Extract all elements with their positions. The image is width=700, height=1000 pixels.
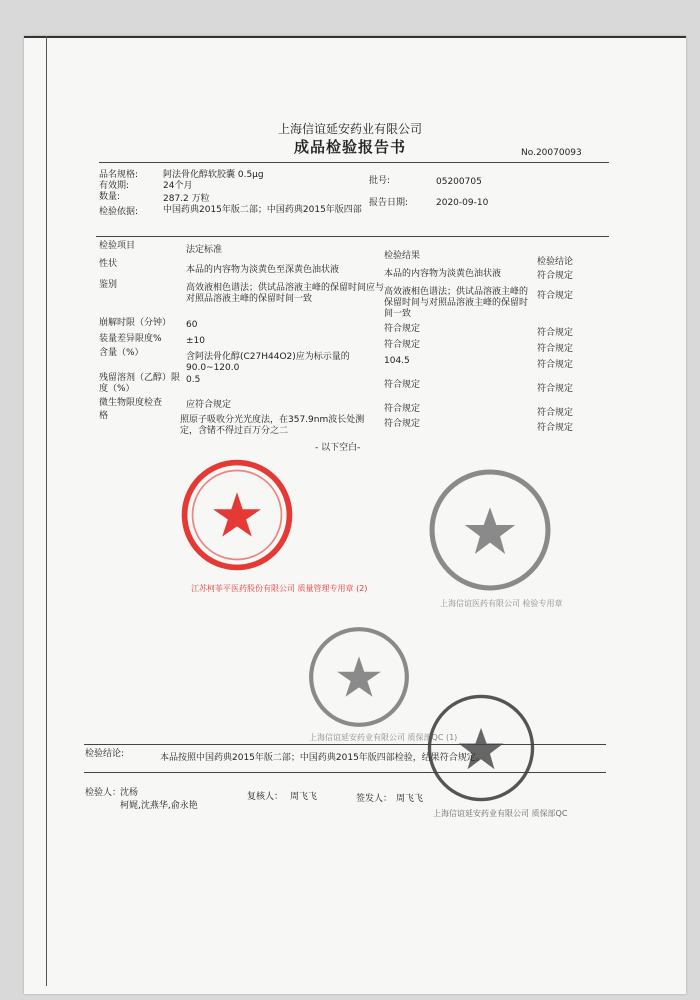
company-name: 上海信谊延安药业有限公司 xyxy=(277,122,422,136)
date-value: 2020-09-10 xyxy=(436,198,489,208)
quantity-value: 287.2 万粒 xyxy=(163,194,210,204)
row-standard: 应符合规定 xyxy=(186,400,232,410)
red-quality-seal xyxy=(180,458,294,572)
row-conclusion: 符合规定 xyxy=(537,423,574,433)
inspector-value: 沈杨 xyxy=(120,788,139,798)
row-conclusion: 符合规定 xyxy=(537,384,574,394)
col-standard-header: 法定标准 xyxy=(186,245,223,255)
signature-divider xyxy=(84,772,606,773)
row-conclusion: 符合规定 xyxy=(537,291,574,301)
top-border xyxy=(24,36,686,38)
row-standard: 照原子吸收分光光度法，在357.9nm波长处测定，含锗不得过百万分之二 xyxy=(180,415,365,436)
issuer-label: 签发人： xyxy=(356,794,393,804)
row-item: 鉴别 xyxy=(99,280,118,290)
quantity-label: 数量: xyxy=(99,192,121,202)
inspector-label: 检验人： xyxy=(85,788,122,798)
row-result: 符合规定 xyxy=(384,419,421,429)
gray-qc-seal-2 xyxy=(425,692,537,804)
header-divider xyxy=(99,162,609,163)
validity-label: 有效期: xyxy=(99,181,130,191)
conclusion-text: 本品按照中国药典2015年版二部；中国药典2015年版四部检验，结果符合规定。 xyxy=(160,753,485,763)
date-label: 报告日期: xyxy=(369,198,409,208)
row-result: 104.5 xyxy=(384,356,410,366)
row-conclusion: 符合规定 xyxy=(537,344,574,354)
report-title: 成品检验报告书 xyxy=(293,138,406,156)
row-standard: ±10 xyxy=(186,336,205,346)
row-standard: 含阿法骨化醇(C27H44O2)应为标示量的90.0~120.0 xyxy=(186,352,350,373)
col-item-header: 检验项目 xyxy=(99,241,136,251)
row-standard: 高效液相色谱法；供试品溶液主峰的保留时间应与对照品溶液主峰的保留时间一致 xyxy=(186,283,385,304)
validity-value: 24个月 xyxy=(163,181,193,191)
col-conclusion-header: 检验结论 xyxy=(537,257,574,267)
batch-label: 批号: xyxy=(369,176,391,186)
row-conclusion: 符合规定 xyxy=(537,408,574,418)
row-conclusion: 符合规定 xyxy=(537,271,574,281)
row-result: 高效液相色谱法；供试品溶液主峰的保留时间与对照品溶液主峰的保留时间一致 xyxy=(384,287,529,319)
inspector-extra: 柯娓,沈燕华,俞永艳 xyxy=(120,801,198,811)
row-conclusion: 符合规定 xyxy=(537,360,574,370)
row-result: 符合规定 xyxy=(384,324,421,334)
gray-seal-2-text: 上海信谊延安药业有限公司 质保部QC (1) xyxy=(309,733,458,742)
gray-inspection-seal xyxy=(427,467,553,593)
reviewer-label: 复核人： xyxy=(247,792,284,802)
row-item: 残留溶剂（乙醇）限度（%） xyxy=(99,373,181,394)
row-item: 崩解时限（分钟） xyxy=(99,318,172,328)
left-border xyxy=(46,36,47,986)
table-top-divider xyxy=(96,236,609,237)
row-standard: 0.5 xyxy=(186,375,201,385)
row-result: 符合规定 xyxy=(384,340,421,350)
gray-seal-1-text: 上海信谊医药有限公司 检验专用章 xyxy=(440,599,563,608)
basis-label: 检验依据: xyxy=(99,207,139,217)
report-number: No.20070093 xyxy=(521,148,582,158)
row-item: 装量差异限度% xyxy=(99,334,162,344)
issuer-value: 周飞飞 xyxy=(396,794,424,804)
red-seal-text: 江苏柯菲平医药股份有限公司 质量管理专用章 (2) xyxy=(191,584,368,593)
name-label: 品名规格: xyxy=(99,170,139,180)
col-result-header: 检验结果 xyxy=(384,251,421,261)
gray-qc-seal-1 xyxy=(307,625,411,729)
basis-value: 中国药典2015年版二部；中国药典2015年版四部 xyxy=(163,205,362,215)
conclusion-label: 检验结论: xyxy=(85,749,125,759)
row-item: 微生物限度检查 xyxy=(99,398,163,408)
batch-value: 05200705 xyxy=(436,177,482,187)
row-item: 含量（%） xyxy=(99,348,144,358)
row-item: 性状 xyxy=(99,259,118,269)
name-value: 阿法骨化醇软胶囊 0.5μg xyxy=(163,170,264,180)
reviewer-value: 周飞飞 xyxy=(290,792,318,802)
row-result: 符合规定 xyxy=(384,380,421,390)
row-result: 符合规定 xyxy=(384,404,421,414)
row-result: 本品的内容物为淡黄色油状液 xyxy=(384,269,502,279)
row-conclusion: 符合规定 xyxy=(537,328,574,338)
row-standard: 60 xyxy=(186,320,198,330)
conclusion-divider xyxy=(84,744,606,745)
row-standard: 本品的内容物为淡黄色至深黄色油状液 xyxy=(186,265,340,275)
row-item: 格 xyxy=(99,411,109,421)
gray-seal-3-text: 上海信谊延安药业有限公司 质保部QC xyxy=(433,809,568,818)
blank-note: - 以下空白- xyxy=(315,443,361,453)
